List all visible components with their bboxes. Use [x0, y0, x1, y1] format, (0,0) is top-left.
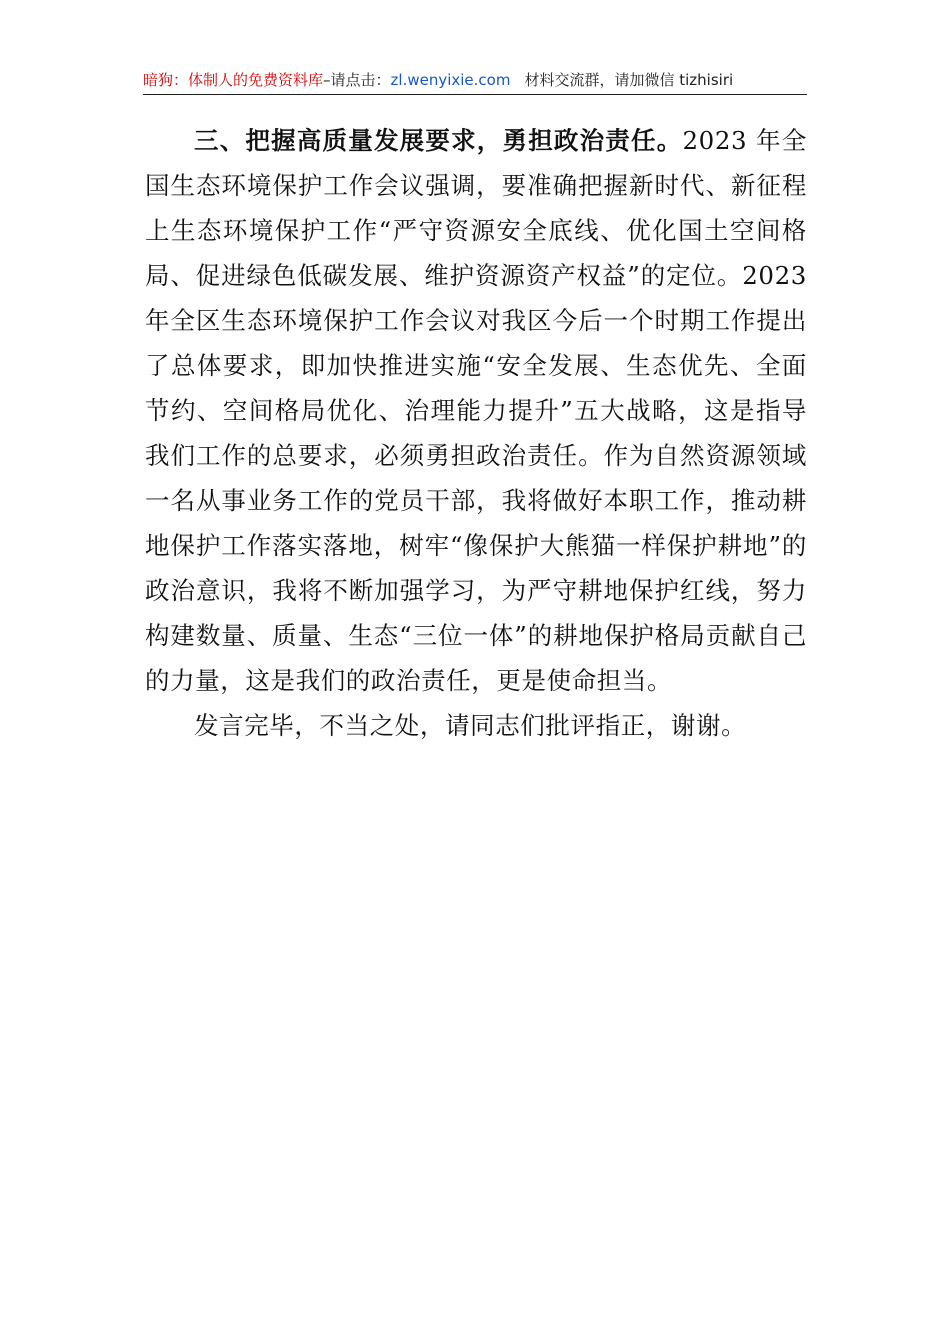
header-contact: 材料交流群，请加微信 tizhisiri	[524, 71, 734, 89]
document-body	[145, 118, 807, 748]
paragraph-1	[145, 118, 807, 703]
paragraph-1-body: 2023 年全国生态环境保护工作会议强调，要准确把握新时代、新征程上生态环境保护工作“严守资源安全底线、优化国土空间格局、促进绿色低碳发展、维护资源资产权益”的定位。2023 年全区生态环境保护工作会议对我区今后一个时期工作提出了总体要求，即加快推进实施“安全发展、生态优先、全面节约、空间格局优化、治理能力提升”五大战略，这是指导我们工作的总要求，必须勇担政治责任。作为自然资源领域一名从事业务工作的党员干部，我将做好本职工作，推动耕地保护工作落实落地，树牢“像保护大熊猫一样保护耕地”的政治意识，我将不断加强学习，为严守耕地保护红线，努力构建数量、质量、生态“三位一体”的耕地保护格局贡献自己的力量，这是我们的政治责任，更是使命担当。	[145, 126, 807, 695]
paragraph-2: 发言完毕，不当之处，请同志们批评指正，谢谢。	[194, 711, 747, 740]
header-brand: 暗狗：体制人的免费资料库	[143, 71, 324, 89]
header-click-prompt: –请点击：	[323, 71, 391, 89]
page-header	[143, 68, 807, 95]
section-heading: 三、把握高质量发展要求，勇担政治责任。	[194, 126, 683, 155]
header-url-link[interactable]: zl.wenyixie.com	[390, 71, 511, 89]
